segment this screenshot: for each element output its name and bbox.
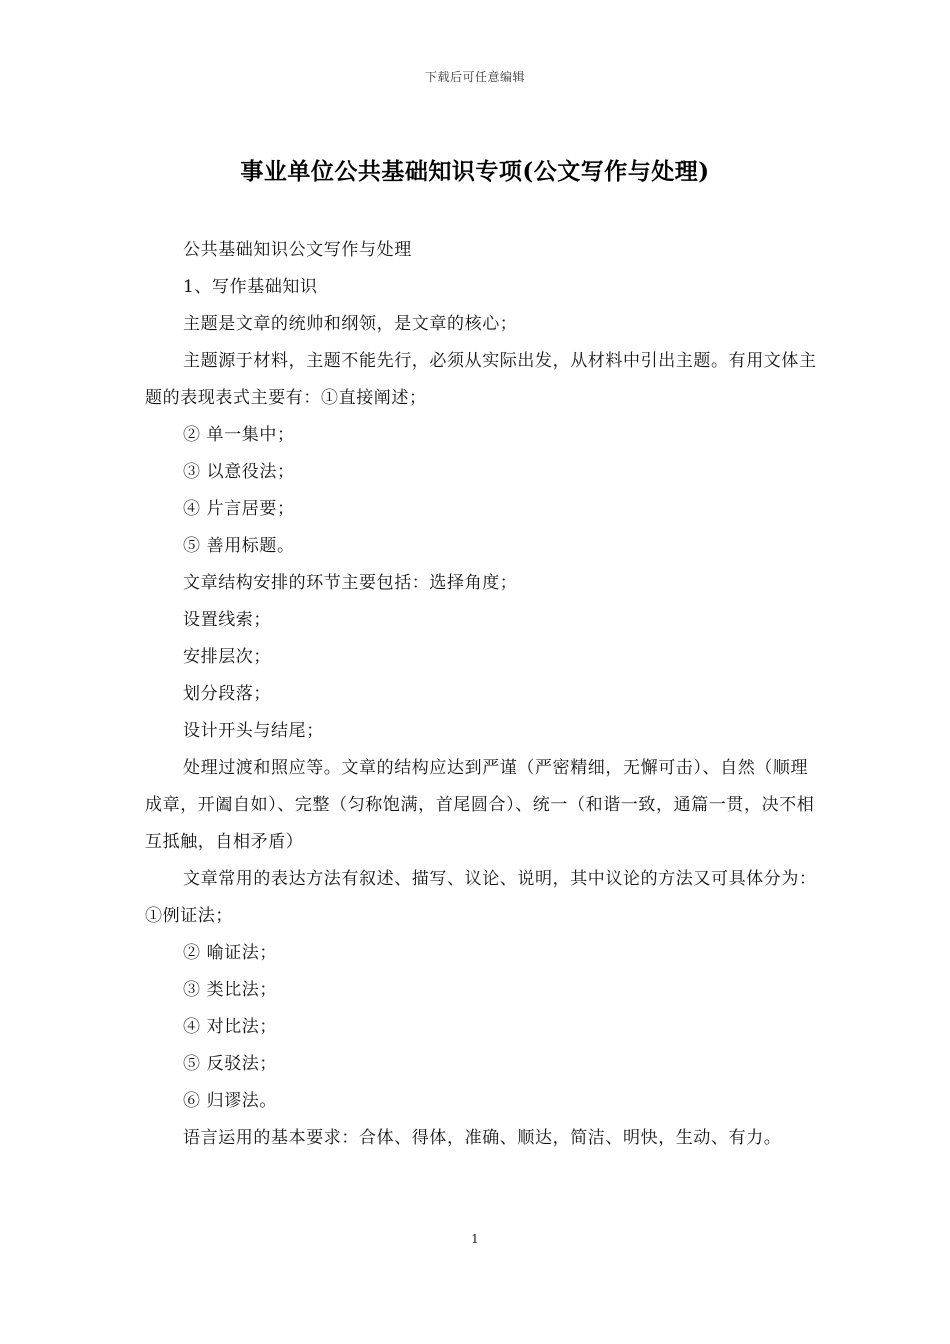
paragraph: 文章常用的表达方法有叙述、描写、议论、说明，其中议论的方法又可具体分为：①例证法； — [145, 869, 817, 926]
list-item: ⑤ 善用标题。 — [183, 536, 295, 556]
paragraph: 语言运用的基本要求：合体、得体，准确、顺达，简洁、明快，生动、有力。 — [183, 1128, 782, 1148]
list-item: ③ 类比法； — [183, 980, 278, 1000]
list-item: 划分段落； — [183, 684, 271, 704]
list-item: ④ 片言居要； — [183, 499, 295, 519]
list-item: 安排层次； — [183, 647, 271, 667]
document-body — [145, 232, 825, 1157]
paragraph: 主题源于材料，主题不能先行，必须从实际出发，从材料中引出主题。有用文体主题的表现表式主要有：①直接阐述； — [145, 351, 817, 408]
list-item: ⑤ 反驳法； — [183, 1054, 278, 1074]
list-item: ⑥ 归谬法。 — [183, 1091, 278, 1111]
list-item: ② 喻证法； — [183, 943, 278, 963]
list-item: ② 单一集中； — [183, 425, 295, 445]
list-item: 设计开头与结尾； — [183, 721, 324, 741]
document-title: 事业单位公共基础知识专项(公文写作与处理) — [240, 158, 710, 185]
page-number: 1 — [471, 1232, 479, 1246]
paragraph-intro: 公共基础知识公文写作与处理 — [183, 240, 412, 260]
list-item: ③ 以意役法； — [183, 462, 295, 482]
list-item: 设置线索； — [183, 610, 271, 630]
paragraph: 处理过渡和照应等。文章的结构应达到严谨（严密精细，无懈可击）、自然（顺理成章，开阖自如）、完整（匀称饱满，首尾圆合）、统一（和谐一致，通篇一贯，决不相互抵触，自相矛盾） — [145, 758, 815, 852]
paragraph: 主题是文章的统帅和纲领，是文章的核心； — [183, 314, 518, 334]
list-item: ④ 对比法； — [183, 1017, 278, 1037]
paragraph: 文章结构安排的环节主要包括：选择角度； — [183, 573, 518, 593]
section-heading: 1、写作基础知识 — [183, 277, 318, 297]
header-note: 下载后可任意编辑 — [424, 70, 525, 84]
